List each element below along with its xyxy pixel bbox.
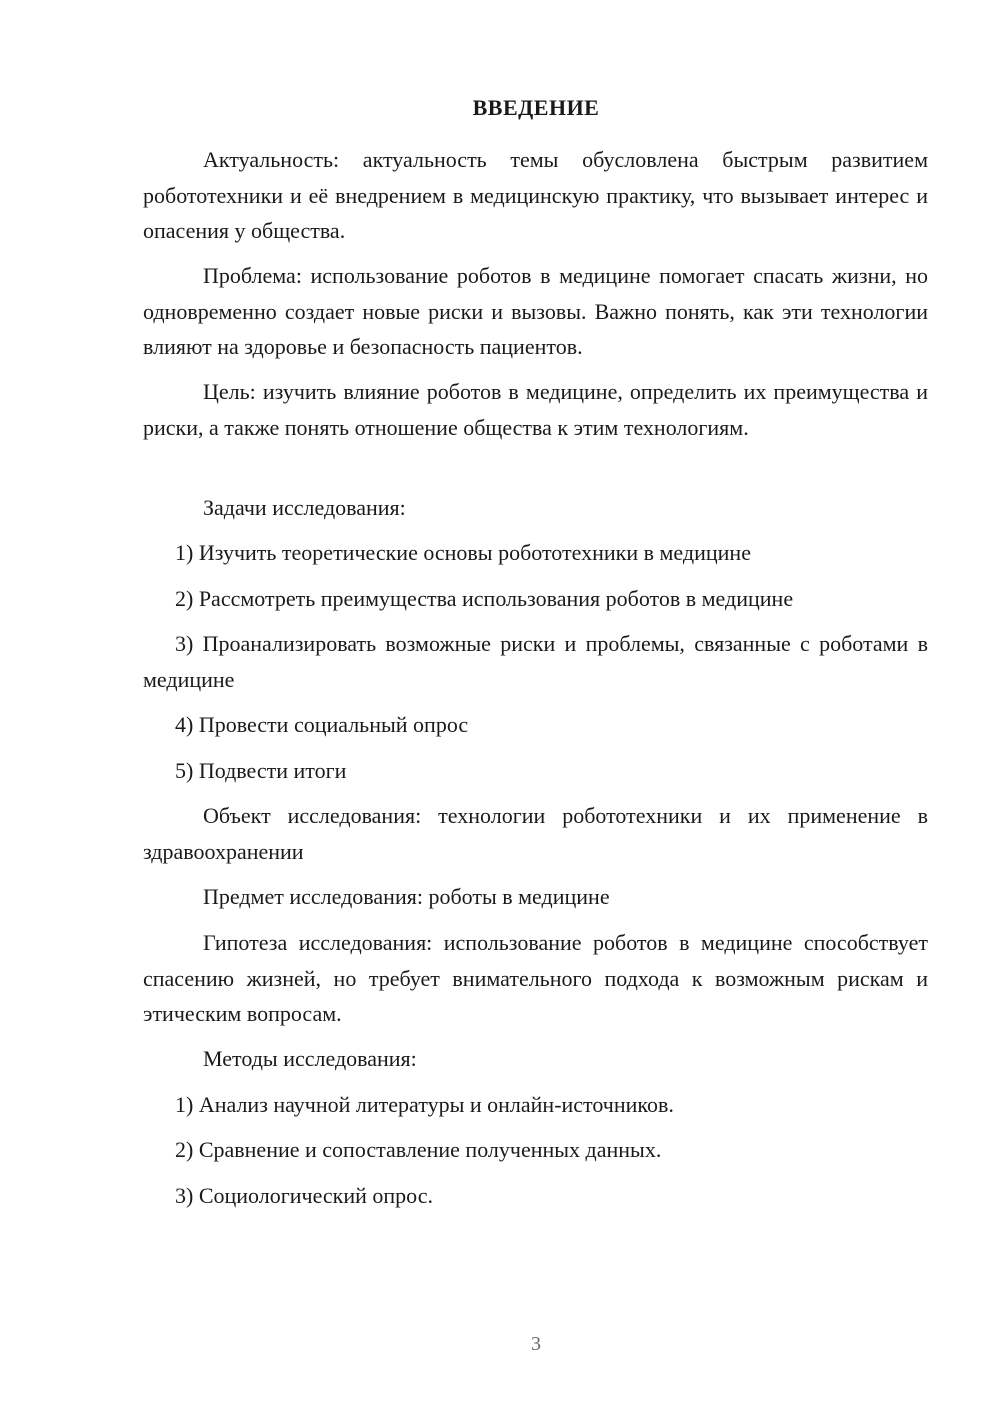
relevance-paragraph: Актуальность: актуальность темы обусловлена быстрым развитием робототехники и её внедрением в медицинскую практику, что вызывает интерес и опасения у общества. (143, 147, 928, 243)
object-paragraph: Объект исследования: технологии робототехники и их применение в здравоохранении (143, 803, 928, 864)
goal-paragraph: Цель: изучить влияние роботов в медицине, определить их преимущества и риски, а также понять отношение общества к этим технологиям. (143, 379, 928, 440)
method-item: 2) Сравнение и сопоставление полученных данных. (175, 1137, 662, 1162)
page-title: ВВЕДЕНИЕ (472, 95, 600, 120)
task-item: 3) Проанализировать возможные риски и проблемы, связанные с роботами в медицине (143, 631, 928, 692)
task-item: 5) Подвести итоги (175, 758, 347, 783)
tasks-heading: Задачи исследования: (203, 495, 406, 520)
task-item: 2) Рассмотреть преимущества использования роботов в медицине (175, 586, 794, 611)
page-number: 3 (531, 1333, 541, 1355)
method-item: 3) Социологический опрос. (175, 1183, 433, 1208)
task-item: 4) Провести социальный опрос (175, 712, 469, 737)
task-item: 1) Изучить теоретические основы робототехники в медицине (175, 540, 751, 565)
methods-heading: Методы исследования: (203, 1046, 417, 1071)
problem-paragraph: Проблема: использование роботов в медицине помогает спасать жизни, но одновременно создает новые риски и вызовы. Важно понять, как эти технологии влияют на здоровье и безопасность пациентов. (143, 263, 928, 359)
hypothesis-paragraph: Гипотеза исследования: использование роботов в медицине способствует спасению жизней, но требует внимательного подхода к возможным рискам и этическим вопросам. (143, 930, 928, 1026)
method-item: 1) Анализ научной литературы и онлайн-источников. (175, 1092, 674, 1117)
subject-paragraph: Предмет исследования: роботы в медицине (203, 884, 610, 909)
